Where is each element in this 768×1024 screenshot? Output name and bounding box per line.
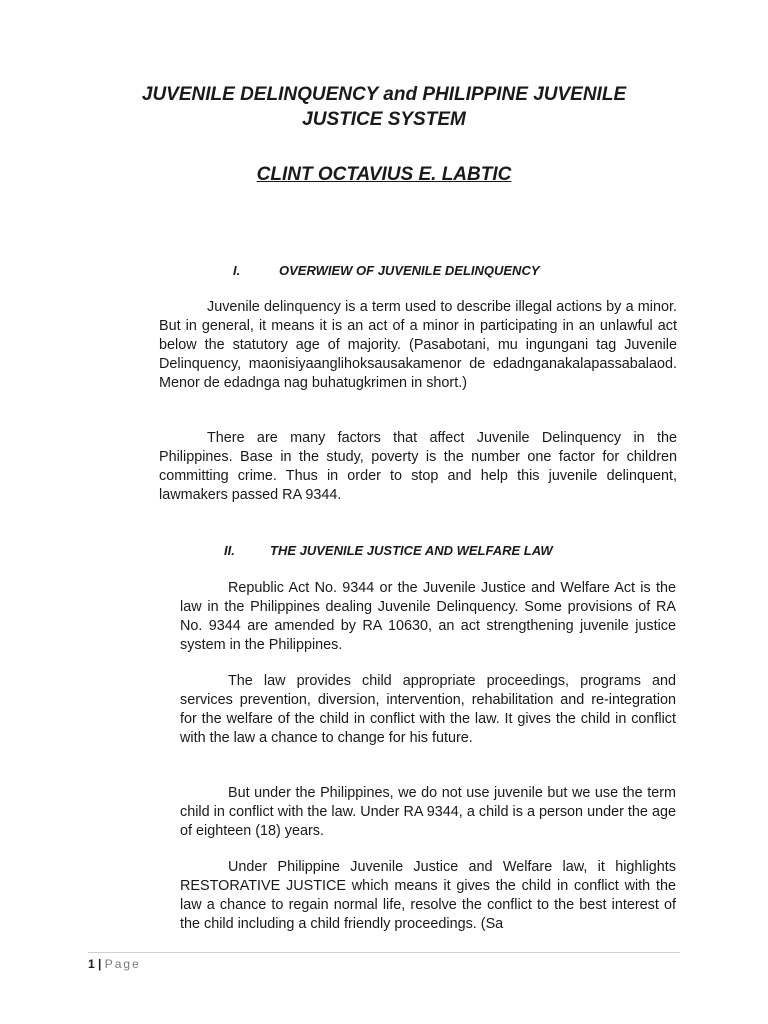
document-title: JUVENILE DELINQUENCY and PHILIPPINE JUVENILE JUSTICE SYSTEM — [141, 84, 627, 130]
paragraph-text: There are many factors that affect Juvenile Delinquency in the Philippines. Base in the study, poverty is the number one factor for children committing crime. Thus in order to stop and help this juvenile delinquent, lawmakers passed RA 9344. — [159, 430, 677, 503]
section-heading-1 — [233, 262, 540, 280]
section-number: II. — [224, 543, 235, 558]
section-heading-2 — [224, 542, 553, 560]
paragraph-text: The law provides child appropriate proceedings, programs and services prevention, diversion, intervention, rehabilitation and re-integration for the welfare of the child in conflict with the law. It gives the child in conflict with the law a chance to change for his future. — [180, 673, 676, 746]
author-name: CLINT OCTAVIUS E. LABTIC — [256, 164, 512, 185]
paragraph — [180, 579, 676, 655]
section-title: OVERWIEW OF JUVENILE DELINQUENCY — [279, 263, 540, 278]
page-footer — [88, 956, 141, 972]
section-title: THE JUVENILE JUSTICE AND WELFARE LAW — [270, 543, 553, 558]
paragraph-text: Under Philippine Juvenile Justice and Welfare law, it highlights RESTORATIVE JUSTICE which means it gives the child in conflict with the law a chance to regain normal life, resolve the conflict to the best interest of the child including a child friendly proceedings. (Sa — [180, 859, 676, 932]
page-number: 1 — [88, 957, 95, 971]
paragraph-text: Republic Act No. 9344 or the Juvenile Justice and Welfare Act is the law in the Philippines dealing Juvenile Delinquency. Some provisions of RA No. 9344 are amended by RA 10630, an act strengthening juvenile justice system in the Philippines. — [180, 580, 676, 653]
paragraph — [180, 784, 676, 841]
paragraph — [180, 672, 676, 748]
section-number: I. — [233, 263, 241, 278]
page-label: Page — [104, 957, 141, 971]
paragraph-text: Juvenile delinquency is a term used to describe illegal actions by a minor. But in general, it means it is an act of a minor in participating in an unlawful act below the statutory age of majority. (Pasabotani, mu ingungani tag Juvenile Delinquency, maonisiyaanglihoksausakamenor de edadnganakalapassabalaod. Menor de edadnga nag buhatugkrimen in short.) — [159, 299, 677, 391]
paragraph — [180, 858, 676, 934]
paragraph-text: But under the Philippines, we do not use juvenile but we use the term child in conflict with the law. Under RA 9344, a child is a person under the age of eighteen (18) years. — [180, 785, 676, 839]
paragraph — [159, 429, 677, 505]
paragraph — [159, 298, 677, 393]
footer-divider — [88, 952, 680, 953]
footer-separator: | — [98, 957, 102, 971]
